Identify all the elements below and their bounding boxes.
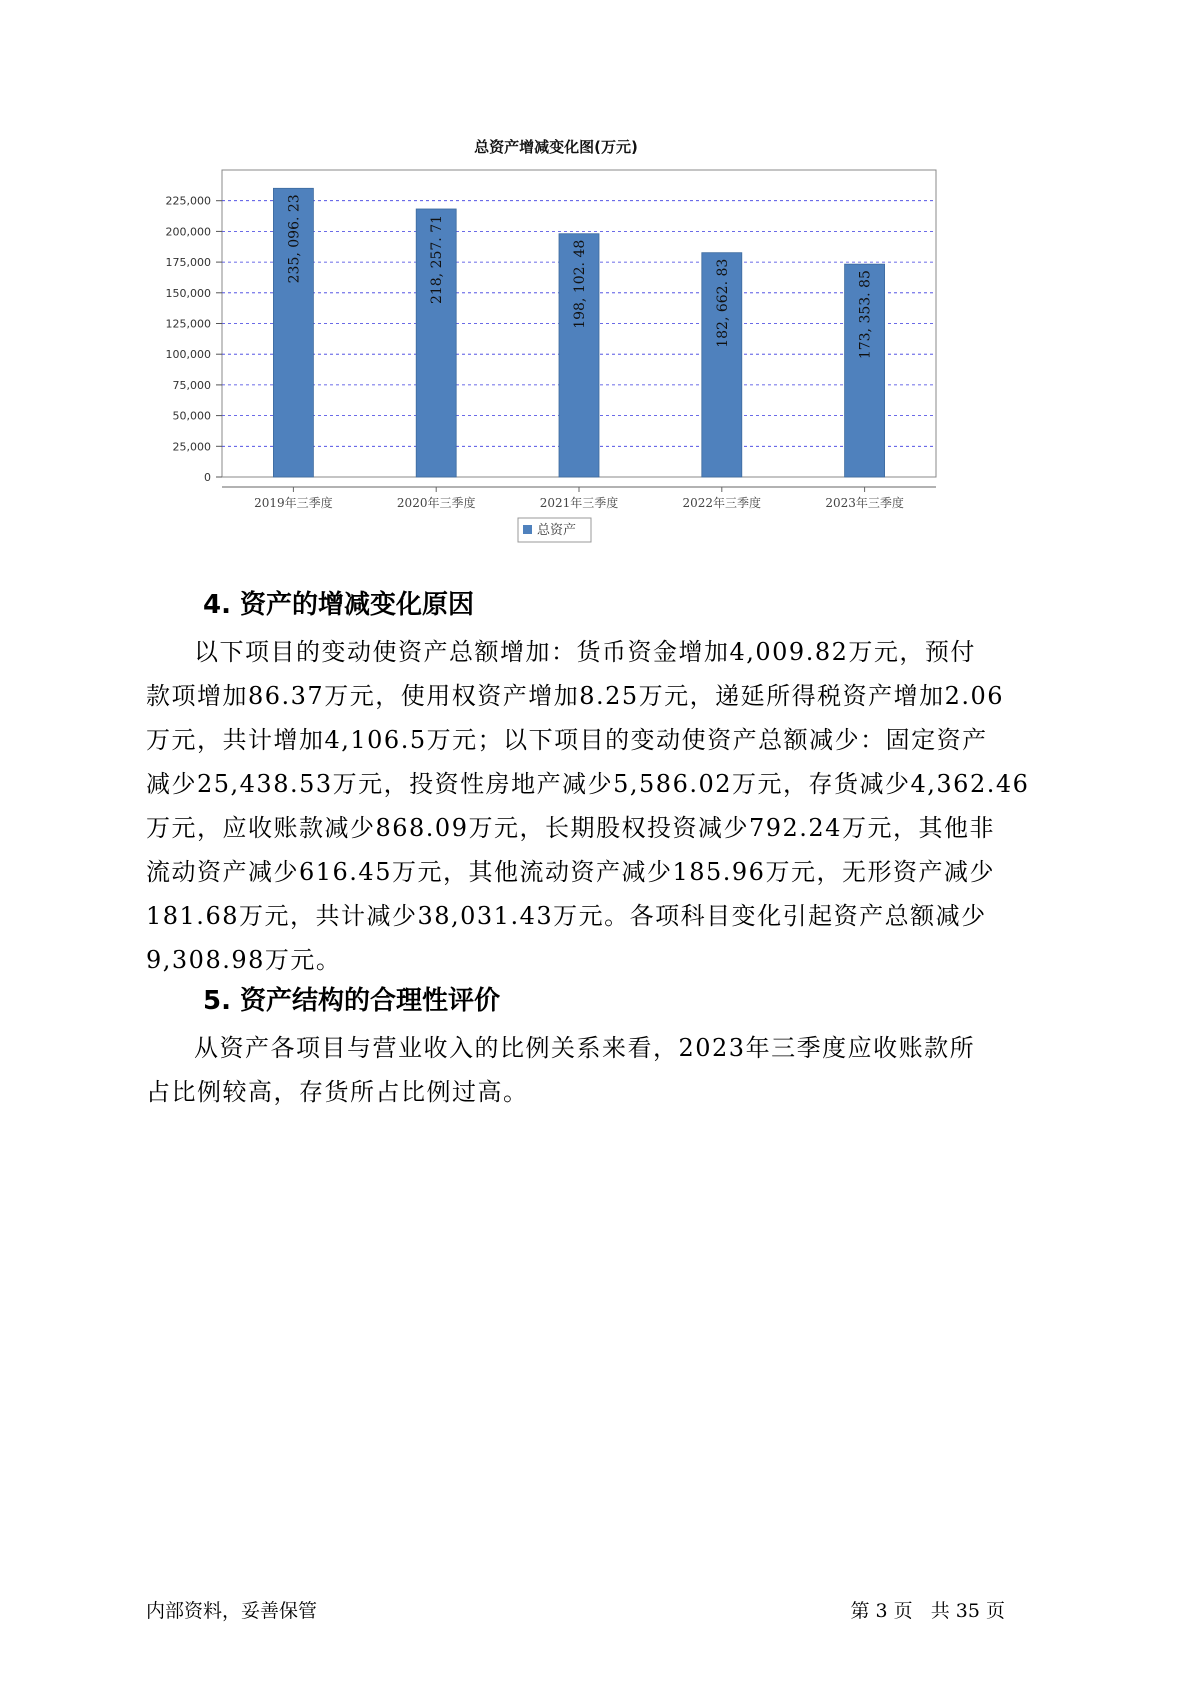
paragraph-line: 9,308.98万元。 xyxy=(146,946,342,974)
y-tick-label: 200,000 xyxy=(165,225,211,239)
paragraph-line: 从资产各项目与营业收入的比例关系来看，2023年三季度应收账款所 xyxy=(194,1034,976,1062)
legend-swatch xyxy=(523,525,532,534)
paragraph-line: 万元，应收账款减少868.09万元，长期股权投资减少792.24万元，其他非 xyxy=(146,814,995,842)
paragraph-line: 款项增加86.37万元，使用权资产增加8.25万元，递延所得税资产增加2.06 xyxy=(146,682,1005,710)
section-5-paragraph xyxy=(146,1026,1046,1114)
paragraph-line: 以下项目的变动使资产总额增加：货币资金增加4,009.82万元，预付 xyxy=(194,638,976,666)
y-tick-label: 75,000 xyxy=(172,378,211,392)
x-tick-label: 2019年三季度 xyxy=(254,496,333,510)
y-tick-label: 225,000 xyxy=(165,194,211,208)
y-tick-label: 175,000 xyxy=(165,256,211,270)
chart-title: 总资产增减变化图(万元) xyxy=(474,138,638,156)
paragraph-line: 减少25,438.53万元，投资性房地产减少5,586.02万元，存货减少4,362.46 xyxy=(146,770,1030,798)
y-tick-label: 25,000 xyxy=(172,440,211,454)
page-number: 第 3 页 共 35 页 xyxy=(850,1600,1005,1622)
y-tick-label: 150,000 xyxy=(165,286,211,300)
paragraph-line: 占比例较高，存货所占比例过高。 xyxy=(146,1078,529,1106)
paragraph-line: 万元，共计增加4,106.5万元；以下项目的变动使资产总额减少：固定资产 xyxy=(146,726,988,754)
y-tick-label: 50,000 xyxy=(172,409,211,423)
y-tick-label: 100,000 xyxy=(165,348,211,362)
legend-label: 总资产 xyxy=(537,523,577,538)
paragraph-line: 流动资产减少616.45万元，其他流动资产减少185.96万元，无形资产减少 xyxy=(146,858,995,886)
x-tick-label: 2021年三季度 xyxy=(539,496,619,510)
section-5-title: 5. 资产结构的合理性评价 xyxy=(203,986,501,1016)
bar-data-label: 173, 353. 85 xyxy=(857,270,874,360)
x-tick-label: 2023年三季度 xyxy=(825,496,904,510)
y-tick-label: 125,000 xyxy=(165,317,211,331)
bar-data-label: 198, 102. 48 xyxy=(572,239,588,329)
y-tick-label: 0 xyxy=(204,471,211,484)
section-4-title: 4. 资产的增减变化原因 xyxy=(203,590,475,620)
bar-data-label: 235, 096. 23 xyxy=(286,194,303,284)
x-tick-label: 2022年三季度 xyxy=(682,496,762,510)
x-tick-label: 2020年三季度 xyxy=(396,496,476,510)
bar-data-label: 218, 257. 71 xyxy=(429,214,446,305)
total-assets-chart xyxy=(160,138,960,553)
paragraph-line: 181.68万元，共计减少38,031.43万元。各项科目变化引起资产总额减少 xyxy=(146,902,987,930)
section-4-paragraph xyxy=(146,630,1046,982)
bar-data-label: 182, 662. 83 xyxy=(714,258,731,348)
footer-note: 内部资料，妥善保管 xyxy=(146,1600,318,1622)
